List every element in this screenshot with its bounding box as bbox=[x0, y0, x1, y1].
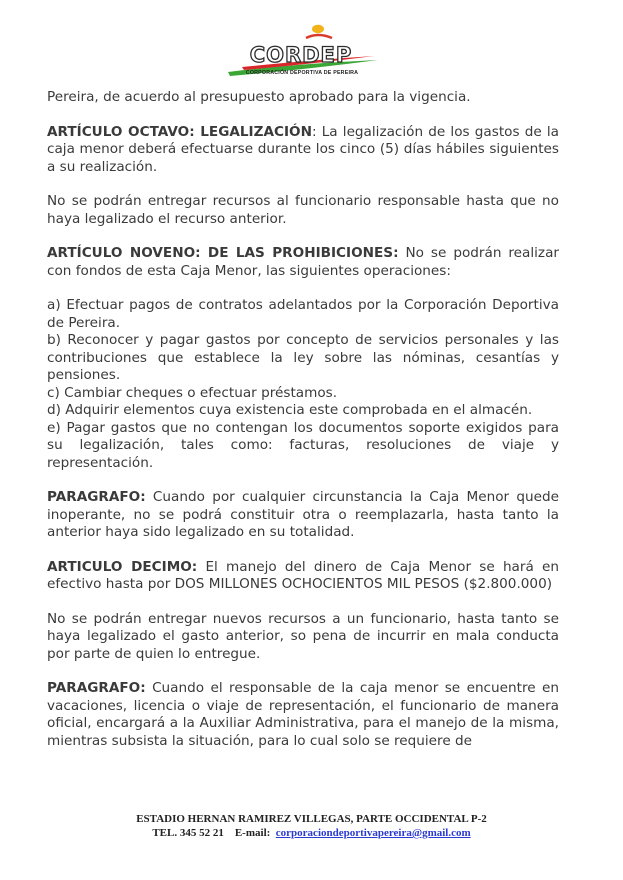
logo-figure bbox=[306, 35, 332, 38]
page-footer bbox=[0, 812, 623, 840]
article-heading: ARTÍCULO NOVENO: DE LAS PROHIBICIONES: bbox=[47, 245, 399, 261]
list-item: d) Adquirir elementos cuya existencia este comprobada en el almacén. bbox=[47, 402, 533, 418]
footer-address: ESTADIO HERNAN RAMIREZ VILLEGAS, PARTE OCCIDENTAL P-2 bbox=[136, 813, 487, 825]
logo-sun bbox=[312, 25, 324, 33]
list-item: e) Pagar gastos que no contengan los documentos soporte exigidos para su legalización, tales como: facturas, resoluciones de viaje y representación. bbox=[47, 419, 559, 471]
document-body bbox=[47, 89, 559, 767]
article-heading: ARTÍCULO OCTAVO: LEGALIZACIÓN bbox=[47, 123, 312, 140]
cordep-logo bbox=[222, 20, 382, 80]
paragraph-3 bbox=[47, 193, 559, 228]
footer-tel: TEL. 345 52 21 bbox=[152, 827, 224, 839]
paragraph-text: El manejo del dinero de Caja Menor se hará en efectivo hasta por DOS MILLONES OCHOCIENTOS MIL PESOS ($2.800.000) bbox=[47, 558, 560, 592]
logo-subtitle: CORPORACIÓN DEPORTIVA DE PEREIRA bbox=[245, 70, 359, 76]
paragraph-7 bbox=[47, 611, 559, 664]
paragraph-text: No se podrán entregar nuevos recursos a un funcionario, hasta tanto se haya legalizado el gasto anterior, so pena de incurrir en mala conducta por parte de quien lo entregue. bbox=[47, 610, 559, 662]
list-item: c) Cambiar cheques o efectuar préstamos. bbox=[47, 384, 338, 401]
paragraph-text: Cuando el responsable de la caja menor se encuentre en vacaciones, licencia o viaje de representación, el funcionario de manera oficial, encargará a la Auxiliar Administrativa, para el manejo de la misma, mientras subsista la situación, para lo cual solo se requiere de bbox=[47, 680, 559, 749]
paragraph-text: No se podrán realizar con fondos de esta Caja Menor, las siguientes operaciones: bbox=[47, 245, 559, 279]
paragraph-text: Pereira, de acuerdo al presupuesto aprobado para la vigencia. bbox=[47, 89, 471, 105]
footer-email-label: E-mail: bbox=[234, 827, 271, 839]
paragraph-text: : La legalización de los gastos de la caja menor deberá efectuarse durante los cinco (5) días hábiles siguientes a su realización. bbox=[47, 123, 560, 175]
footer-contact bbox=[0, 826, 623, 840]
article-heading: PARAGRAFO: bbox=[47, 680, 146, 696]
paragraph-text: No se podrán entregar recursos al funcionario responsable hasta que no haya legalizado el recurso anterior. bbox=[47, 193, 559, 227]
list-item: b) Reconocer y pagar gastos por concepto de servicios personales y las contribuciones que establece la ley sobre las nóminas, cesantías y pensiones. bbox=[47, 332, 559, 383]
paragraph-articulo-octavo bbox=[47, 124, 559, 177]
paragraph-1 bbox=[47, 89, 559, 107]
logo-word: CORDEP bbox=[249, 43, 353, 67]
paragraph-paragrafo-2 bbox=[47, 680, 559, 750]
paragraph-paragrafo-1 bbox=[47, 489, 559, 542]
footer-email-link[interactable]: corporaciondeportivapereira@gmail.com bbox=[275, 827, 471, 839]
article-heading: PARAGRAFO: bbox=[47, 489, 146, 505]
paragraph-text: Cuando por cualquier circunstancia la Caja Menor quede inoperante, no se podrá constituir otra o reemplazarla, hasta tanto la anterior haya sido legalizado en su totalidad. bbox=[47, 489, 559, 540]
paragraph-articulo-decimo bbox=[47, 559, 559, 594]
prohibitions-list bbox=[47, 297, 559, 472]
article-heading: ARTICULO DECIMO: bbox=[47, 558, 198, 575]
paragraph-articulo-noveno bbox=[47, 245, 559, 280]
list-item: a) Efectuar pagos de contratos adelantados por la Corporación Deportiva de Pereira. bbox=[47, 297, 559, 331]
